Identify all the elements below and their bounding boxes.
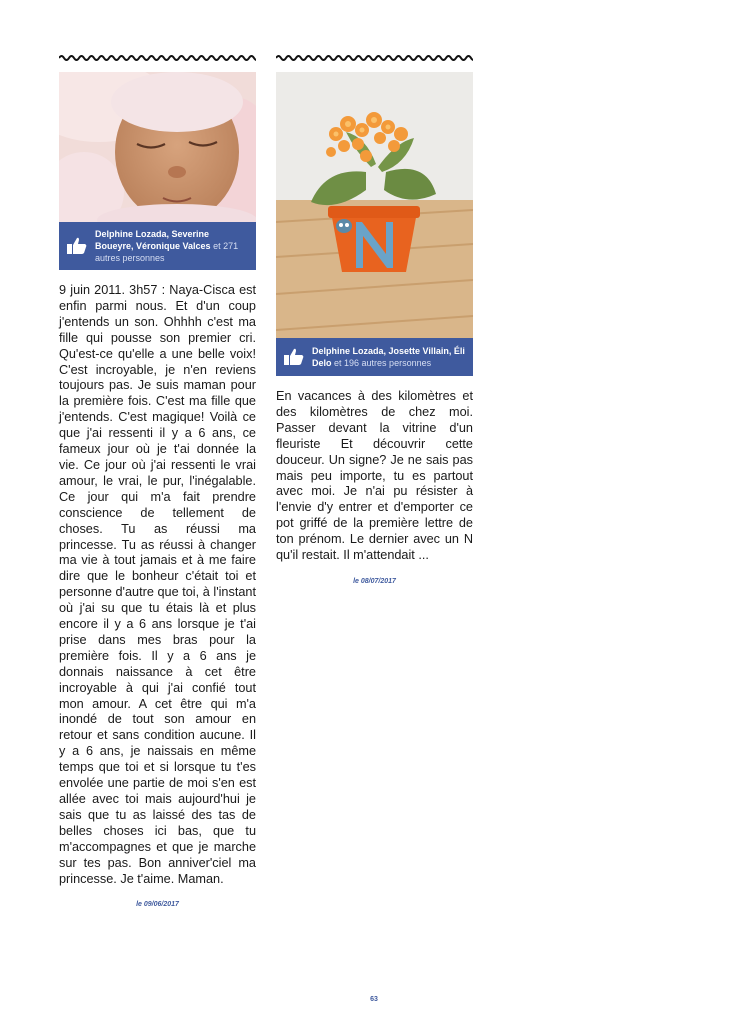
likes-connector: et xyxy=(331,358,345,368)
like-bar xyxy=(276,338,473,376)
baby-photo xyxy=(59,72,256,222)
post-date: le 08/07/2017 xyxy=(353,577,396,585)
likes-others: 196 autres personnes xyxy=(344,358,432,368)
post-text: 9 juin 2011. 3h57 : Naya-Cisca est enfin parmi nous. Et d'un coup j'entends un son. Ohhhh c'est ma fille qui pousse son premier cri. Qu'est-ce qu'elle a une belle voix! C'est incroyable, je n'en reviens toujours pas. Je suis maman pour la première fois. C'est ma fille que j'entends. C'est magique! Voilà ce que j'ai ressenti il y a 6 ans, ce fameux jour où je t'ai donnée la vie. Ce jour où j'ai ressenti le vrai amour, le vrai, le pur, l'inégalable. Ce jour qui m'a fait prendre conscience de tellement de choses. Tu as réussi ma princesse. Tu as réussi à changer ma vie à tout jamais et à me faire dire que le bonheur c'était toi et personne d'autre que toi, à l'instant où j'ai su que tu étais là et plus encore il y a 6 ans lorsque je t'ai prise dans mes bras pour la première fois. Il y a 6 ans je donnais naissance à cet être incroyable à qui j'ai confié tout mon amour. A cet être qui m'a inondé de tout son amour en retour et sans condition aucune. Il y a 6 ans, je naissais en même temps que toi et si lorsque tu t'es envolée une partie de moi s'en est allée avec toi mais aujourd'hui je sais que tu as laissé des tas de belles choses ici bas, que tu m'accompagnes et que je marche sur tes pas. Bon anniver'ciel ma princesse. Je t'aime. Maman. xyxy=(59,283,256,886)
likes-text xyxy=(312,345,467,369)
thumbs-up-icon xyxy=(284,348,304,366)
post-right xyxy=(276,52,473,585)
likes-names: Delphine Lozada, Severine Boueyre, Véronique Valces xyxy=(95,229,211,251)
thumbs-up-icon xyxy=(67,237,87,255)
likes-text xyxy=(95,228,250,264)
like-bar xyxy=(59,222,256,270)
post-date: le 09/06/2017 xyxy=(136,901,179,909)
wave-divider xyxy=(276,52,473,64)
likes-names: Delphine Lozada, Josette Villain, Éli Delo xyxy=(312,346,465,368)
post-left xyxy=(59,52,256,908)
likes-connector: et xyxy=(210,241,224,251)
page-number: 63 xyxy=(370,996,378,1003)
likes-others: 271 autres personnes xyxy=(95,241,239,263)
post-text: En vacances à des kilomètres et des kilomètres de chez moi. Passer devant la vitrine d'un fleuriste Et découvrir cette douceur. Un signe? Je ne sais pas mais peu importe, tu es partout avec moi. Je n'ai pu résister à l'envie d'y entrer et d'emporter ce pot griffé de la première lettre de ton prénom. Le dernier avec un N qu'il restait. Il m'attendait ... xyxy=(276,389,473,563)
wave-divider xyxy=(59,52,256,64)
flower-pot-photo xyxy=(276,72,473,338)
